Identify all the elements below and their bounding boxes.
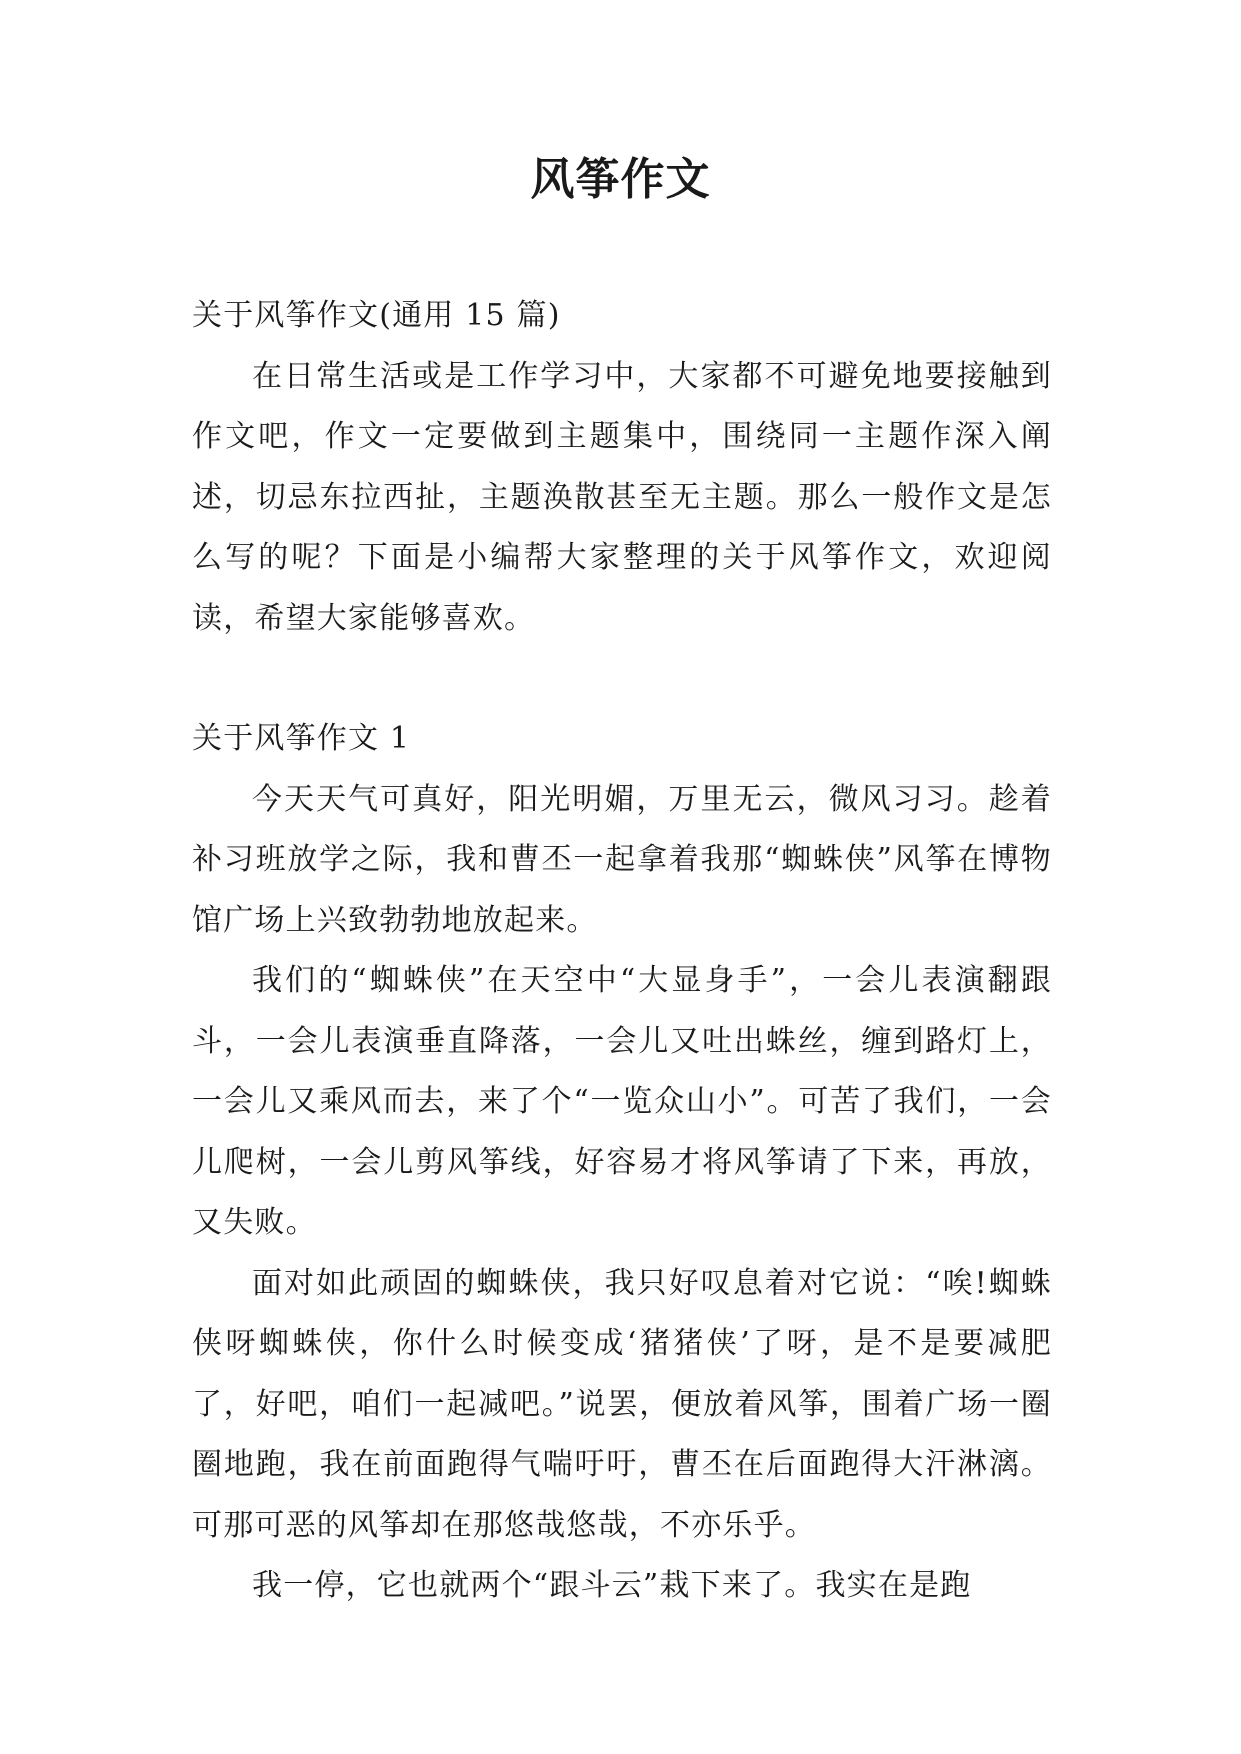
document-body xyxy=(192,286,1052,1617)
intro-paragraph: 在日常生活或是工作学习中，大家都不可避免地要接触到作文吧，作文一定要做到主题集中，围绕同一主题作深入阐述，切忌东拉西扯，主题涣散甚至无主题。那么一般作文是怎么写的呢？下面是小编帮大家整理的关于风筝作文，欢迎阅读，希望大家能够喜欢。 xyxy=(192,358,1052,636)
section-paragraph: 面对如此顽固的蜘蛛侠，我只好叹息着对它说：“唉!蜘蛛侠呀蜘蛛侠，你什么时候变成‘猪猪侠’了呀，是不是要减肥了，好吧，咱们一起减吧。”说罢，便放着风筝，围着广场一圈圈地跑，我在前面跑得气喘吁吁，曹丕在后面跑得大汗淋漓。可那可恶的风筝却在那悠哉悠哉，不亦乐乎。 xyxy=(192,1265,1052,1543)
section-paragraph: 今天天气可真好，阳光明媚，万里无云，微风习习。趁着补习班放学之际，我和曹丕一起拿着我那“蜘蛛侠”风筝在博物馆广场上兴致勃勃地放起来。 xyxy=(192,781,1052,938)
document-title: 风筝作文 xyxy=(530,154,711,205)
section-paragraph: 我们的“蜘蛛侠”在天空中“大显身手”，一会儿表演翻跟斗，一会儿表演垂直降落，一会儿又吐出蛛丝，缠到路灯上，一会儿又乘风而去，来了个“一览众山小”。可苦了我们，一会儿爬树，一会儿剪风筝线，好容易才将风筝请了下来，再放，又失败。 xyxy=(192,963,1052,1240)
section-spacer xyxy=(192,649,1052,709)
section-heading: 关于风筝作文 1 xyxy=(192,721,411,756)
intro-heading: 关于风筝作文(通用 15 篇) xyxy=(192,298,561,333)
section-paragraph: 我一停，它也就两个“跟斗云”栽下来了。我实在是跑 xyxy=(252,1568,972,1603)
